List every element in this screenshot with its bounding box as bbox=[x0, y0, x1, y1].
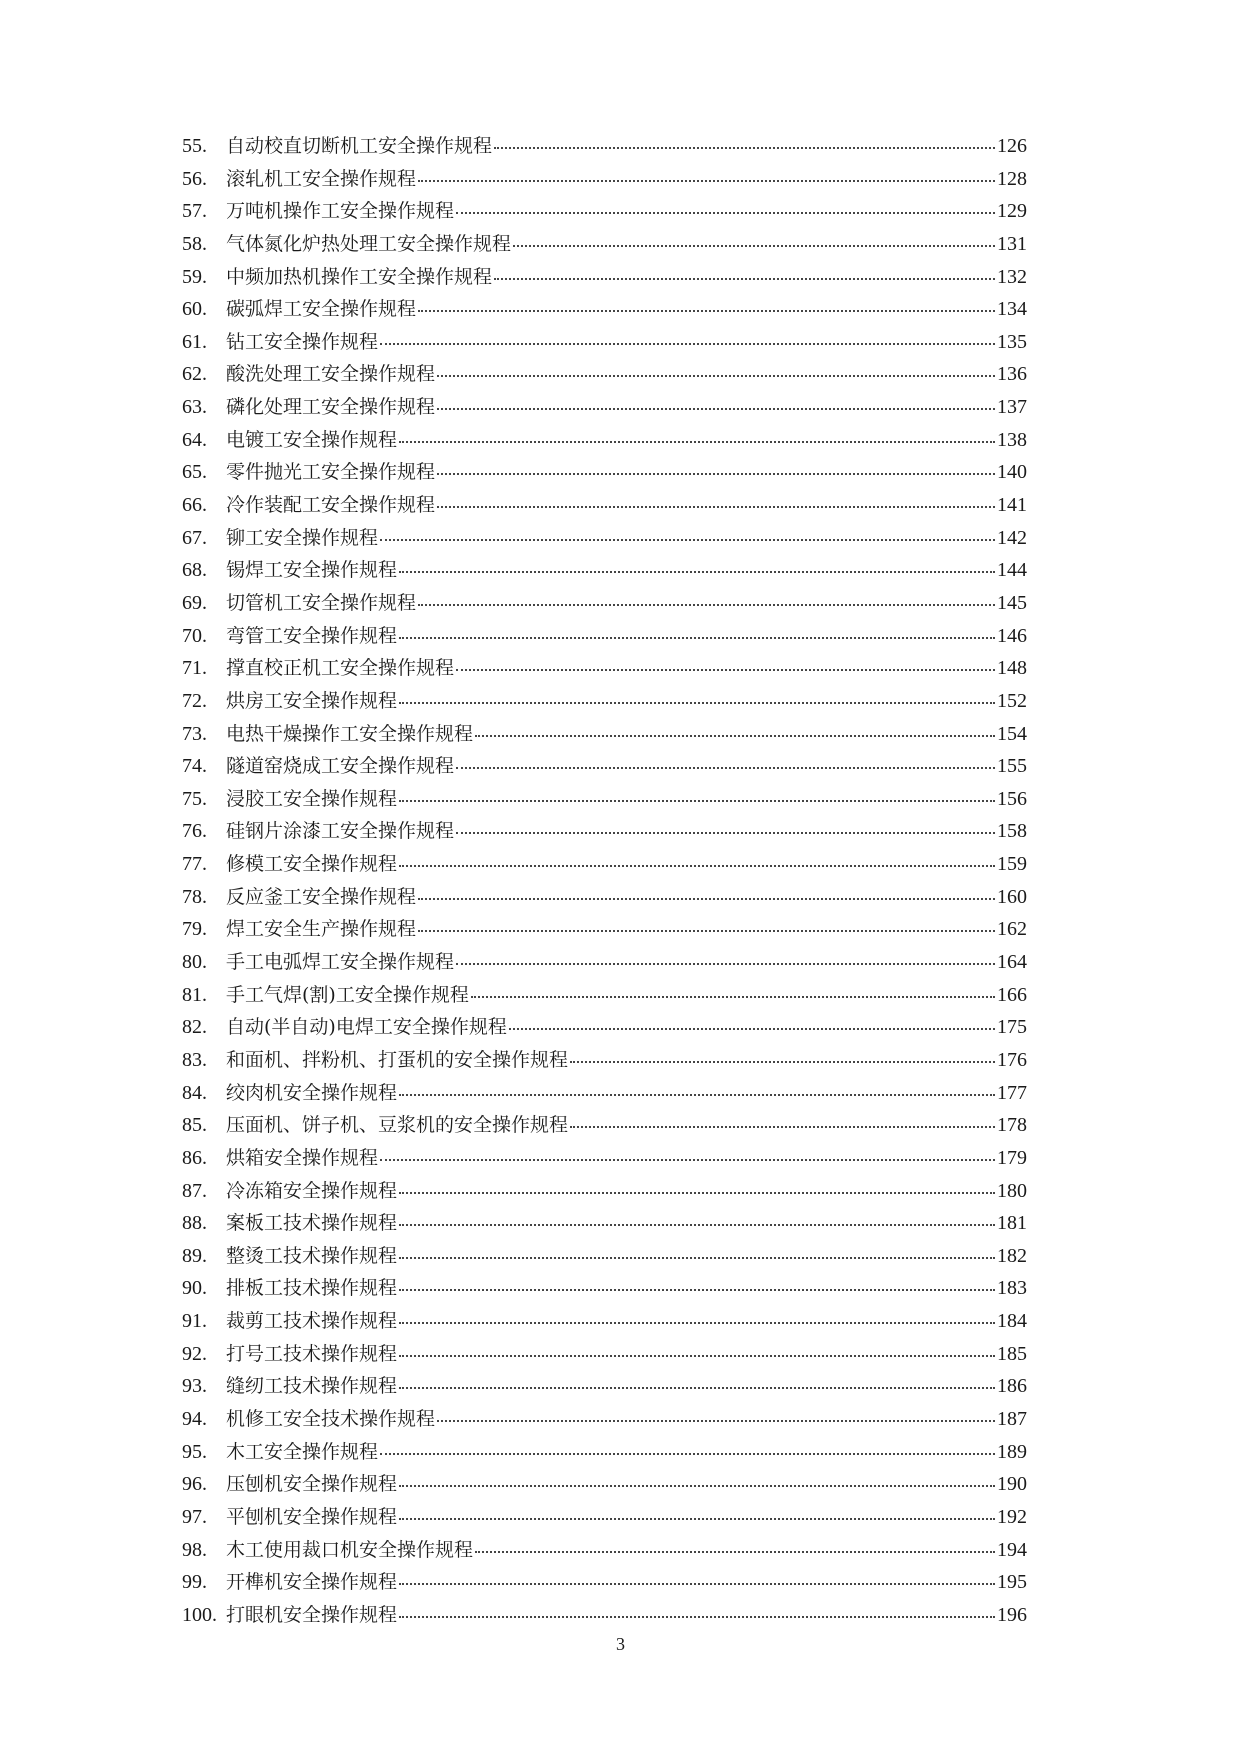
toc-entry-number: 60. bbox=[182, 298, 207, 321]
toc-entry[interactable] bbox=[182, 1599, 1027, 1632]
toc-entry-number: 62. bbox=[182, 363, 207, 386]
toc-entry-number: 87. bbox=[182, 1179, 207, 1202]
toc-entry-page: 183 bbox=[997, 1277, 1027, 1300]
toc-entry[interactable] bbox=[182, 815, 1027, 848]
toc-entry-title: 开榫机安全操作规程 bbox=[226, 1571, 398, 1594]
toc-entry[interactable] bbox=[182, 358, 1027, 391]
toc-entry[interactable] bbox=[182, 848, 1027, 881]
toc-entry-number: 70. bbox=[182, 624, 207, 647]
toc-entry-title: 电热干燥操作工安全操作规程 bbox=[226, 722, 474, 745]
toc-entry-title: 弯管工安全操作规程 bbox=[226, 624, 398, 647]
toc-entry[interactable] bbox=[182, 946, 1027, 979]
toc-entry-title: 撑直校正机工安全操作规程 bbox=[226, 657, 455, 680]
toc-entry-title: 气体氮化炉热处理工安全操作规程 bbox=[226, 232, 512, 255]
toc-dot-leader bbox=[399, 1385, 995, 1389]
toc-entry[interactable] bbox=[182, 163, 1027, 196]
toc-dot-leader bbox=[399, 1614, 995, 1618]
toc-entry[interactable] bbox=[182, 1403, 1027, 1436]
toc-dot-leader bbox=[399, 1483, 995, 1487]
toc-entry-title: 铆工安全操作规程 bbox=[226, 526, 379, 549]
toc-entry-number: 75. bbox=[182, 787, 207, 810]
toc-entry-page: 160 bbox=[997, 885, 1027, 908]
toc-dot-leader bbox=[380, 537, 995, 541]
toc-entry[interactable] bbox=[182, 1044, 1027, 1077]
toc-entry-title: 锡焊工安全操作规程 bbox=[226, 559, 398, 582]
toc-entry-title: 酸洗处理工安全操作规程 bbox=[226, 363, 436, 386]
toc-entry[interactable] bbox=[182, 881, 1027, 914]
toc-dot-leader bbox=[418, 308, 995, 312]
toc-entry-title: 修模工安全操作规程 bbox=[226, 853, 398, 876]
toc-dot-leader bbox=[399, 863, 995, 867]
toc-entry[interactable] bbox=[182, 1501, 1027, 1534]
toc-entry-title: 压面机、饼子机、豆浆机的安全操作规程 bbox=[226, 1114, 569, 1137]
toc-entry[interactable] bbox=[182, 750, 1027, 783]
toc-entry-title: 压刨机安全操作规程 bbox=[226, 1473, 398, 1496]
toc-dot-leader bbox=[475, 733, 995, 737]
toc-entry[interactable] bbox=[182, 1338, 1027, 1371]
toc-entry[interactable] bbox=[182, 1109, 1027, 1142]
toc-entry-page: 138 bbox=[997, 428, 1027, 451]
toc-entry-page: 185 bbox=[997, 1342, 1027, 1365]
toc-entry-number: 82. bbox=[182, 1016, 207, 1039]
toc-entry[interactable] bbox=[182, 130, 1027, 163]
toc-entry-number: 90. bbox=[182, 1277, 207, 1300]
toc-entry[interactable] bbox=[182, 652, 1027, 685]
toc-dot-leader bbox=[509, 1026, 995, 1030]
toc-entry-number: 71. bbox=[182, 657, 207, 680]
toc-entry-page: 158 bbox=[997, 820, 1027, 843]
toc-entry-title: 磷化处理工安全操作规程 bbox=[226, 396, 436, 419]
toc-entry-number: 84. bbox=[182, 1081, 207, 1104]
toc-dot-leader bbox=[399, 1190, 995, 1194]
toc-dot-leader bbox=[399, 1222, 995, 1226]
toc-entry-title: 烘房工安全操作规程 bbox=[226, 689, 398, 712]
toc-dot-leader bbox=[513, 243, 995, 247]
table-of-contents bbox=[182, 130, 1027, 1631]
toc-entry-title: 手工电弧焊工安全操作规程 bbox=[226, 951, 455, 974]
toc-entry[interactable] bbox=[182, 228, 1027, 261]
toc-entry-title: 案板工技术操作规程 bbox=[226, 1212, 398, 1235]
toc-entry[interactable] bbox=[182, 522, 1027, 555]
toc-entry-number: 55. bbox=[182, 135, 207, 157]
toc-entry-number: 80. bbox=[182, 951, 207, 974]
toc-entry-title: 万吨机操作工安全操作规程 bbox=[226, 200, 455, 223]
toc-entry-title: 浸胶工安全操作规程 bbox=[226, 787, 398, 810]
toc-entry-number: 61. bbox=[182, 330, 207, 353]
toc-entry-page: 179 bbox=[997, 1146, 1027, 1169]
toc-dot-leader bbox=[399, 1092, 995, 1096]
toc-entry-page: 137 bbox=[997, 396, 1027, 419]
toc-entry-title: 滚轧机工安全操作规程 bbox=[226, 167, 417, 190]
toc-entry-page: 156 bbox=[997, 787, 1027, 810]
toc-entry-page: 190 bbox=[997, 1473, 1027, 1496]
toc-entry[interactable] bbox=[182, 195, 1027, 228]
toc-entry-title: 电镀工安全操作规程 bbox=[226, 428, 398, 451]
toc-dot-leader bbox=[380, 1451, 995, 1455]
toc-entry[interactable] bbox=[182, 1370, 1027, 1403]
toc-dot-leader bbox=[475, 1549, 995, 1553]
toc-entry-number: 78. bbox=[182, 885, 207, 908]
toc-entry-title: 切管机工安全操作规程 bbox=[226, 591, 417, 614]
toc-entry-title: 打号工技术操作规程 bbox=[226, 1342, 398, 1365]
toc-entry[interactable] bbox=[182, 456, 1027, 489]
toc-entry-page: 189 bbox=[997, 1440, 1027, 1463]
toc-entry-number: 67. bbox=[182, 526, 207, 549]
toc-entry[interactable] bbox=[182, 718, 1027, 751]
toc-entry[interactable] bbox=[182, 1468, 1027, 1501]
toc-entry-title: 碳弧焊工安全操作规程 bbox=[226, 298, 417, 321]
toc-dot-leader bbox=[399, 569, 995, 573]
toc-entry-number: 63. bbox=[182, 396, 207, 419]
toc-dot-leader bbox=[570, 1124, 995, 1128]
toc-entry-number: 79. bbox=[182, 918, 207, 941]
toc-entry[interactable] bbox=[182, 1305, 1027, 1338]
toc-entry-title: 自动(半自动)电焊工安全操作规程 bbox=[226, 1016, 507, 1039]
toc-dot-leader bbox=[456, 830, 995, 834]
toc-dot-leader bbox=[418, 928, 995, 932]
toc-entry-number: 56. bbox=[182, 167, 207, 190]
toc-dot-leader bbox=[399, 1255, 995, 1259]
toc-dot-leader bbox=[418, 896, 995, 900]
toc-entry-title: 钻工安全操作规程 bbox=[226, 330, 379, 353]
toc-dot-leader bbox=[437, 504, 995, 508]
toc-dot-leader bbox=[456, 961, 995, 965]
toc-entry-number: 92. bbox=[182, 1342, 207, 1365]
toc-entry-page: 128 bbox=[997, 167, 1027, 190]
toc-entry-number: 76. bbox=[182, 820, 207, 843]
toc-entry-page: 141 bbox=[997, 494, 1027, 517]
toc-dot-leader bbox=[437, 373, 995, 377]
toc-entry-page: 155 bbox=[997, 755, 1027, 778]
toc-entry-page: 154 bbox=[997, 722, 1027, 745]
toc-entry-page: 148 bbox=[997, 657, 1027, 680]
toc-entry-page: 132 bbox=[997, 265, 1027, 288]
toc-entry[interactable] bbox=[182, 620, 1027, 653]
toc-entry-number: 99. bbox=[182, 1571, 207, 1594]
toc-entry-title: 零件抛光工安全操作规程 bbox=[226, 461, 436, 484]
toc-entry-page: 194 bbox=[997, 1538, 1027, 1561]
toc-entry[interactable] bbox=[182, 685, 1027, 718]
toc-entry-page: 140 bbox=[997, 461, 1027, 484]
toc-entry[interactable] bbox=[182, 1272, 1027, 1305]
toc-entry-page: 144 bbox=[997, 559, 1027, 582]
toc-entry[interactable] bbox=[182, 1142, 1027, 1175]
toc-entry-page: 159 bbox=[997, 853, 1027, 876]
toc-entry-number: 66. bbox=[182, 494, 207, 517]
toc-entry-number: 100. bbox=[182, 1603, 217, 1626]
toc-entry-page: 152 bbox=[997, 689, 1027, 712]
toc-entry-page: 196 bbox=[997, 1603, 1027, 1626]
toc-entry-title: 烘箱安全操作规程 bbox=[226, 1146, 379, 1169]
toc-entry-number: 65. bbox=[182, 461, 207, 484]
toc-dot-leader bbox=[399, 798, 995, 802]
toc-entry[interactable] bbox=[182, 1207, 1027, 1240]
toc-dot-leader bbox=[399, 635, 995, 639]
toc-entry[interactable] bbox=[182, 1011, 1027, 1044]
toc-entry[interactable] bbox=[182, 1534, 1027, 1567]
toc-dot-leader bbox=[437, 471, 995, 475]
toc-entry-number: 64. bbox=[182, 428, 207, 451]
toc-entry-title: 机修工安全技术操作规程 bbox=[226, 1407, 436, 1430]
toc-entry-number: 86. bbox=[182, 1146, 207, 1169]
toc-dot-leader bbox=[399, 1320, 995, 1324]
toc-entry[interactable] bbox=[182, 1566, 1027, 1599]
toc-dot-leader bbox=[399, 1353, 995, 1357]
toc-entry[interactable] bbox=[182, 979, 1027, 1012]
toc-entry-page: 195 bbox=[997, 1571, 1027, 1594]
toc-entry-number: 91. bbox=[182, 1310, 207, 1333]
toc-entry[interactable] bbox=[182, 554, 1027, 587]
toc-entry-number: 69. bbox=[182, 591, 207, 614]
toc-dot-leader bbox=[456, 667, 995, 671]
toc-entry-page: 182 bbox=[997, 1244, 1027, 1267]
toc-dot-leader bbox=[380, 341, 995, 345]
toc-entry-title: 硅钢片涂漆工安全操作规程 bbox=[226, 820, 455, 843]
toc-entry-number: 96. bbox=[182, 1473, 207, 1496]
toc-entry-page: 180 bbox=[997, 1179, 1027, 1202]
toc-entry-title: 木工安全操作规程 bbox=[226, 1440, 379, 1463]
toc-entry-number: 72. bbox=[182, 689, 207, 712]
toc-entry-number: 93. bbox=[182, 1375, 207, 1398]
toc-entry-title: 和面机、拌粉机、打蛋机的安全操作规程 bbox=[226, 1048, 569, 1071]
toc-dot-leader bbox=[471, 994, 995, 998]
toc-entry-title: 冷冻箱安全操作规程 bbox=[226, 1179, 398, 1202]
toc-dot-leader bbox=[456, 210, 995, 214]
toc-dot-leader bbox=[399, 1581, 995, 1585]
toc-dot-leader bbox=[418, 602, 995, 606]
toc-dot-leader bbox=[399, 1516, 995, 1520]
toc-entry-title: 打眼机安全操作规程 bbox=[226, 1603, 398, 1626]
toc-entry-number: 95. bbox=[182, 1440, 207, 1463]
toc-entry-page: 134 bbox=[997, 298, 1027, 321]
toc-entry-title: 冷作装配工安全操作规程 bbox=[226, 494, 436, 517]
toc-entry-page: 175 bbox=[997, 1016, 1027, 1039]
toc-entry-page: 135 bbox=[997, 330, 1027, 353]
toc-entry-title: 裁剪工技术操作规程 bbox=[226, 1310, 398, 1333]
toc-entry-page: 187 bbox=[997, 1407, 1027, 1430]
toc-entry[interactable] bbox=[182, 326, 1027, 359]
toc-entry-title: 自动校直切断机工安全操作规程 bbox=[226, 135, 493, 157]
toc-entry[interactable] bbox=[182, 1077, 1027, 1110]
toc-entry-page: 129 bbox=[997, 200, 1027, 223]
toc-entry-title: 焊工安全生产操作规程 bbox=[226, 918, 417, 941]
toc-entry[interactable] bbox=[182, 1240, 1027, 1273]
toc-entry-page: 184 bbox=[997, 1310, 1027, 1333]
toc-dot-leader bbox=[456, 765, 995, 769]
toc-entry-number: 59. bbox=[182, 265, 207, 288]
toc-entry-number: 73. bbox=[182, 722, 207, 745]
page-number: 3 bbox=[616, 1634, 625, 1654]
toc-entry-title: 缝纫工技术操作规程 bbox=[226, 1375, 398, 1398]
toc-dot-leader bbox=[494, 145, 995, 149]
toc-entry[interactable] bbox=[182, 489, 1027, 522]
toc-entry-number: 58. bbox=[182, 232, 207, 255]
toc-entry-page: 131 bbox=[997, 232, 1027, 255]
toc-entry-number: 74. bbox=[182, 755, 207, 778]
toc-dot-leader bbox=[418, 178, 995, 182]
toc-entry-page: 126 bbox=[997, 135, 1027, 157]
toc-dot-leader bbox=[399, 1287, 995, 1291]
toc-entry-page: 145 bbox=[997, 591, 1027, 614]
toc-entry-title: 平刨机安全操作规程 bbox=[226, 1505, 398, 1528]
toc-entry[interactable] bbox=[182, 913, 1027, 946]
toc-dot-leader bbox=[437, 406, 995, 410]
toc-entry-title: 手工气焊(割)工安全操作规程 bbox=[226, 983, 469, 1006]
toc-entry[interactable] bbox=[182, 261, 1027, 294]
toc-entry-page: 178 bbox=[997, 1114, 1027, 1137]
toc-entry-page: 136 bbox=[997, 363, 1027, 386]
toc-entry-number: 98. bbox=[182, 1538, 207, 1561]
toc-entry[interactable] bbox=[182, 424, 1027, 457]
toc-entry-number: 89. bbox=[182, 1244, 207, 1267]
toc-entry-number: 68. bbox=[182, 559, 207, 582]
toc-entry[interactable] bbox=[182, 783, 1027, 816]
toc-entry[interactable] bbox=[182, 391, 1027, 424]
toc-entry-number: 57. bbox=[182, 200, 207, 223]
toc-entry-page: 146 bbox=[997, 624, 1027, 647]
toc-entry-page: 192 bbox=[997, 1505, 1027, 1528]
toc-entry-title: 隧道窑烧成工安全操作规程 bbox=[226, 755, 455, 778]
toc-entry-page: 166 bbox=[997, 983, 1027, 1006]
toc-entry-number: 81. bbox=[182, 983, 207, 1006]
toc-entry-page: 142 bbox=[997, 526, 1027, 549]
toc-entry-number: 83. bbox=[182, 1048, 207, 1071]
toc-entry-number: 97. bbox=[182, 1505, 207, 1528]
toc-entry-title: 中频加热机操作工安全操作规程 bbox=[226, 265, 493, 288]
toc-entry-page: 177 bbox=[997, 1081, 1027, 1104]
toc-entry-title: 反应釜工安全操作规程 bbox=[226, 885, 417, 908]
toc-entry[interactable] bbox=[182, 293, 1027, 326]
toc-entry[interactable] bbox=[182, 1436, 1027, 1469]
toc-entry-page: 162 bbox=[997, 918, 1027, 941]
toc-entry[interactable] bbox=[182, 1175, 1027, 1208]
toc-entry-title: 排板工技术操作规程 bbox=[226, 1277, 398, 1300]
toc-dot-leader bbox=[494, 276, 995, 280]
toc-entry-title: 绞肉机安全操作规程 bbox=[226, 1081, 398, 1104]
toc-entry-title: 木工使用裁口机安全操作规程 bbox=[226, 1538, 474, 1561]
toc-dot-leader bbox=[437, 1418, 995, 1422]
toc-entry-page: 164 bbox=[997, 951, 1027, 974]
toc-entry-number: 77. bbox=[182, 853, 207, 876]
toc-entry-number: 94. bbox=[182, 1407, 207, 1430]
toc-entry-number: 85. bbox=[182, 1114, 207, 1137]
toc-entry-title: 整烫工技术操作规程 bbox=[226, 1244, 398, 1267]
toc-entry-page: 186 bbox=[997, 1375, 1027, 1398]
toc-entry[interactable] bbox=[182, 587, 1027, 620]
toc-dot-leader bbox=[570, 1059, 995, 1063]
toc-dot-leader bbox=[399, 439, 995, 443]
toc-entry-page: 176 bbox=[997, 1048, 1027, 1071]
toc-dot-leader bbox=[399, 700, 995, 704]
toc-entry-page: 181 bbox=[997, 1212, 1027, 1235]
toc-entry-number: 88. bbox=[182, 1212, 207, 1235]
toc-dot-leader bbox=[380, 1157, 995, 1161]
